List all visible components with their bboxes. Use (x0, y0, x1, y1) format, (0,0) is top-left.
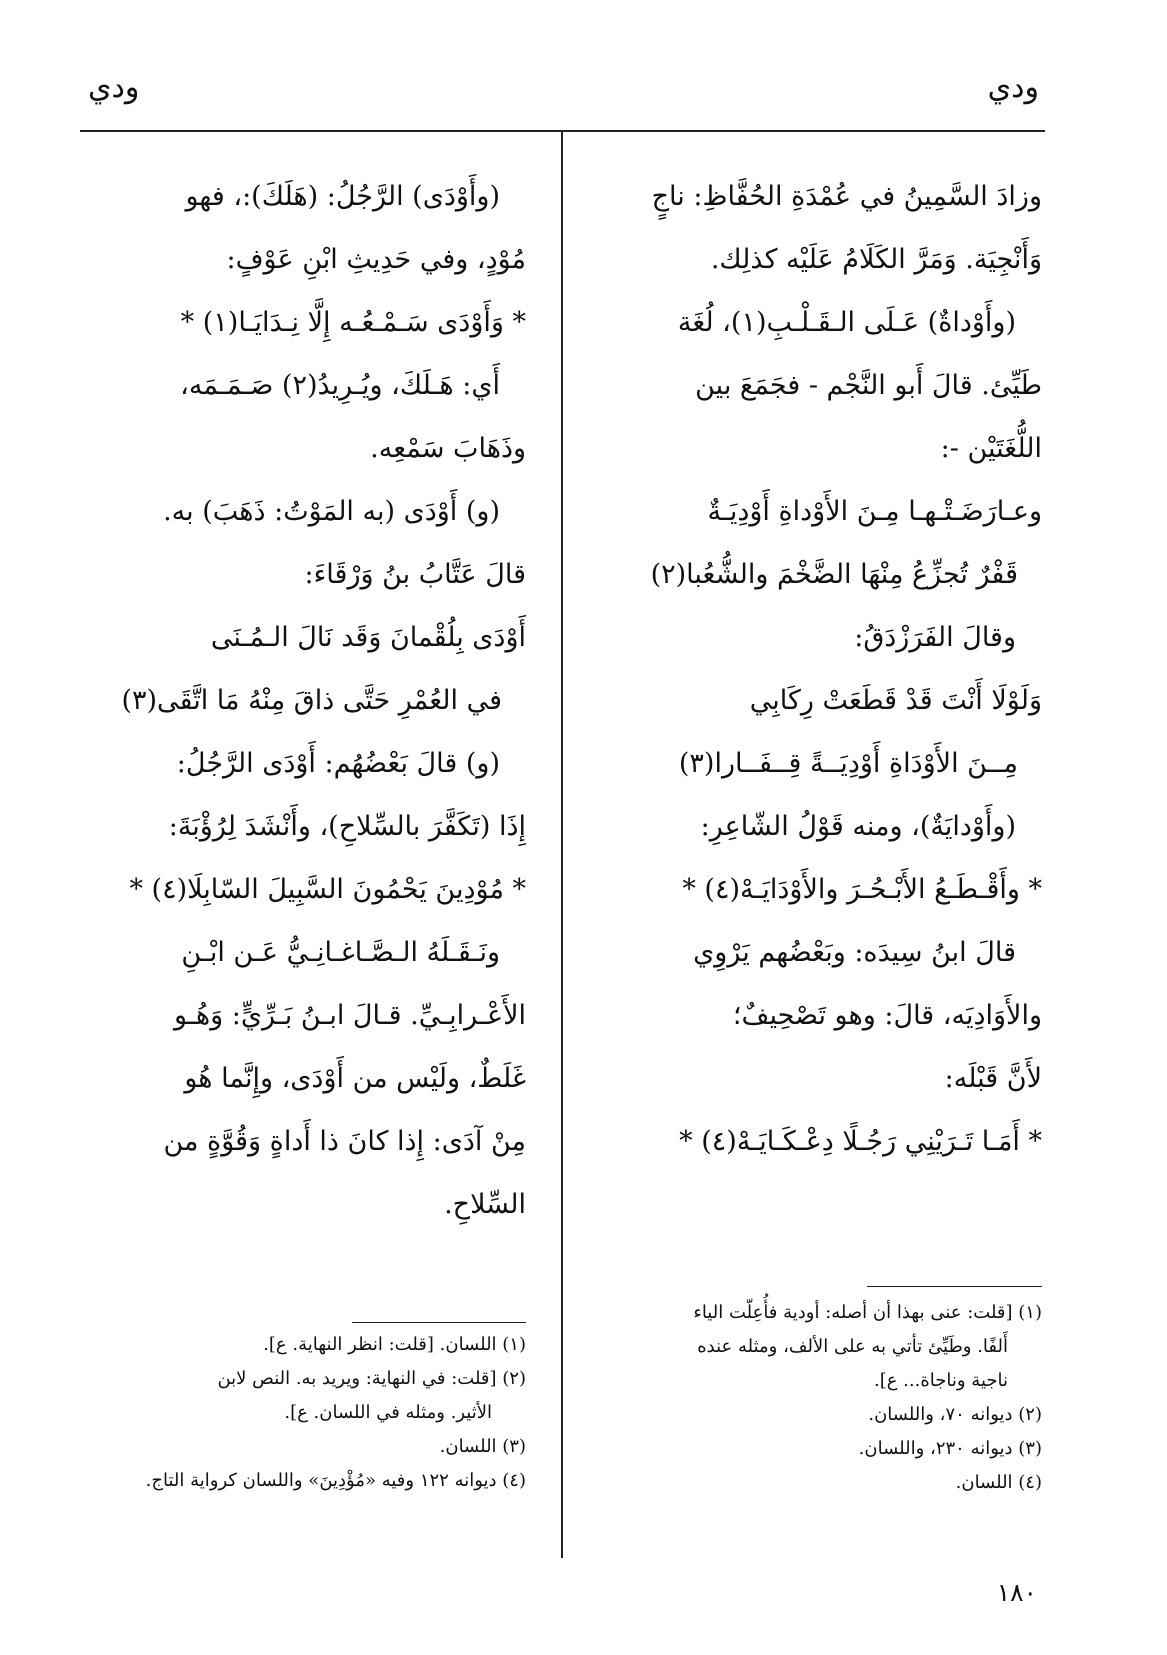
footnote-rule-left (352, 1322, 526, 1323)
text-line: (وأَوْداةٌ) عَـلَى الـقَـلْـبِ(١)، لُغَة (677, 307, 1016, 338)
text-line: قالَ ابنُ سِيدَه: وبَعْضُهم يَرْوِي (693, 937, 1016, 968)
text-line: (وأَوْدايَةٌ)، ومنه قَوْلُ الشّاعِرِ: (700, 811, 1016, 842)
verse-line: وَلَوْلَا أَنْتَ قَدْ قَطَعَتْ رِكَابِي (749, 685, 1042, 716)
text-line: (و) أَوْدَى (به المَوْتُ: ذَهَبَ) به. (163, 496, 500, 527)
footnote-continuation: الأثير. ومثله في اللسان. ع]. (284, 1402, 492, 1423)
footnote-item: (٢) [قلت: في النهاية: ويريد به. النص لابن (217, 1368, 526, 1389)
footnote-rule-right (867, 1286, 1042, 1287)
text-line: أَي: هَـلَكَ، ويُـرِيدُ(٢) صَـمَـمَه، (180, 370, 500, 401)
text-line: الأَعْـرابِـيِّ. قـالَ ابـنُ بَـرِّيٍّ: وَهُـو (174, 1000, 526, 1031)
footnote-continuation: ناجية وناجاة... ع]. (873, 1370, 1008, 1391)
footnote-item: (١) [قلت: عنى بهذا أن أصله: أودية فأُعِلّت الياء (693, 1302, 1042, 1323)
text-line: وَأَنْجِيَة. وَمَرَّ الكَلَامُ عَلَيْه كذلِك. (710, 244, 1042, 275)
footnote-item: (٣) ديوانه ٢٣٠، واللسان. (858, 1438, 1042, 1459)
footnotes-left (88, 1328, 526, 1498)
text-line: مُوْدٍ، وفي حَدِيثِ ابْنِ عَوْفٍ: (226, 244, 526, 275)
left-column (88, 165, 526, 1236)
footnote-item: (٢) ديوانه ٧٠، واللسان. (868, 1404, 1042, 1425)
header-word-left: ودي (88, 70, 140, 105)
footnote-item: (٣) اللسان. (439, 1436, 526, 1457)
verse-line: في العُمْرِ حَتَّى ذاقَ مِنْهُ مَا اتَّقَى(٣) (121, 685, 502, 716)
verse-line: وعـارَضَـتْـهـا مِـنَ الأَوْداةِ أَوْدِيَـةٌ (707, 496, 1042, 527)
text-line: (و) قالَ بَعْضُهُم: أَوْدَى الرَّجُلُ: (176, 748, 500, 779)
verse-line: * مُوْدِينَ يَحْمُونَ السَّبِيلَ السّابِلَا(٤) * (129, 874, 526, 905)
text-line: ونَـقَـلَهُ الـصَّـاغـانِـيُّ عَـن ابْـنِ (181, 937, 500, 968)
verse-line: مِــنَ الأَوْدَاةِ أَوْدِيَــةً قِــفَــارا(٣) (678, 748, 1018, 779)
verse-line: * وَأَوْدَى سَـمْـعُـه إِلَّا نِـدَايَـا(١) * (180, 307, 526, 338)
text-line: اللُّغَتَيْن -: (940, 433, 1042, 464)
verse-line: * وأَقْـطَـعُ الأَبْـحُـرَ والأَوْدَايَـهْ(٤) * (682, 874, 1042, 905)
page-number: ١٨٠ (996, 1578, 1037, 1607)
column-divider (561, 132, 563, 1558)
verse-line: قَفْرٌ تُجزِّعُ مِنْهَا الضَّخْمَ والشُّعُبا(٢) (650, 559, 1018, 590)
text-line: قالَ عَتَّابُ بنُ وَرْقَاءَ: (304, 559, 526, 590)
verse-line: * أَمَـا تَـرَيْنِي رَجُـلًا دِعْـكَـايَـهْ(٤) * (679, 1126, 1042, 1157)
footnotes-right (602, 1296, 1042, 1500)
right-column (602, 165, 1042, 1173)
text-line: وذَهَابَ سَمْعِه. (370, 433, 526, 464)
header-word-right: ودي (987, 70, 1039, 105)
text-line: طَيِّئ. قالَ أَبو النَّجْم - فجَمَعَ بين (695, 370, 1042, 401)
footnote-item: (١) اللسان. [قلت: انظر النهاية. ع]. (263, 1334, 526, 1355)
text-line: وزادَ السَّمِينُ في عُمْدَةِ الحُفَّاظِ: ناجٍ (651, 181, 1042, 212)
footnote-item: (٤) اللسان. (955, 1472, 1042, 1493)
footnote-item: (٤) ديوانه ١٢٢ وفيه «مُؤْدِينَ» واللسان كرواية التاج. (145, 1470, 526, 1491)
text-line: لأَنَّ قَبْلَه: (944, 1063, 1042, 1094)
text-line: وقالَ الفَرَزْدَقُ: (854, 622, 1016, 653)
text-line: (وأَوْدَى) الرَّجُلُ: (هَلَكَ):، فهو (185, 181, 500, 212)
text-line: غَلَطٌ، ولَيْس من أَوْدَى، وإِنَّما هُو (184, 1063, 526, 1094)
text-line: السِّلاحِ. (444, 1189, 526, 1220)
text-line: إِذَا (تَكَفَّرَ بالسِّلاحِ)، وأَنْشَدَ لِرُؤْبَةَ: (168, 811, 526, 842)
text-line: والأَوَادِيَه، قالَ: وهو تَصْحِيفٌ؛ (732, 1000, 1042, 1031)
footnote-continuation: أَلفًا. وطَيِّئ تأتي به على الألف، ومثله عنده (697, 1336, 1008, 1357)
text-line: مِنْ آدَى: إِذا كانَ ذا أَداةٍ وَقُوَّةٍ من (163, 1126, 526, 1157)
verse-line: أَوْدَى بِلُقْمانَ وَقَد نَالَ الـمُـنَى (210, 622, 526, 653)
